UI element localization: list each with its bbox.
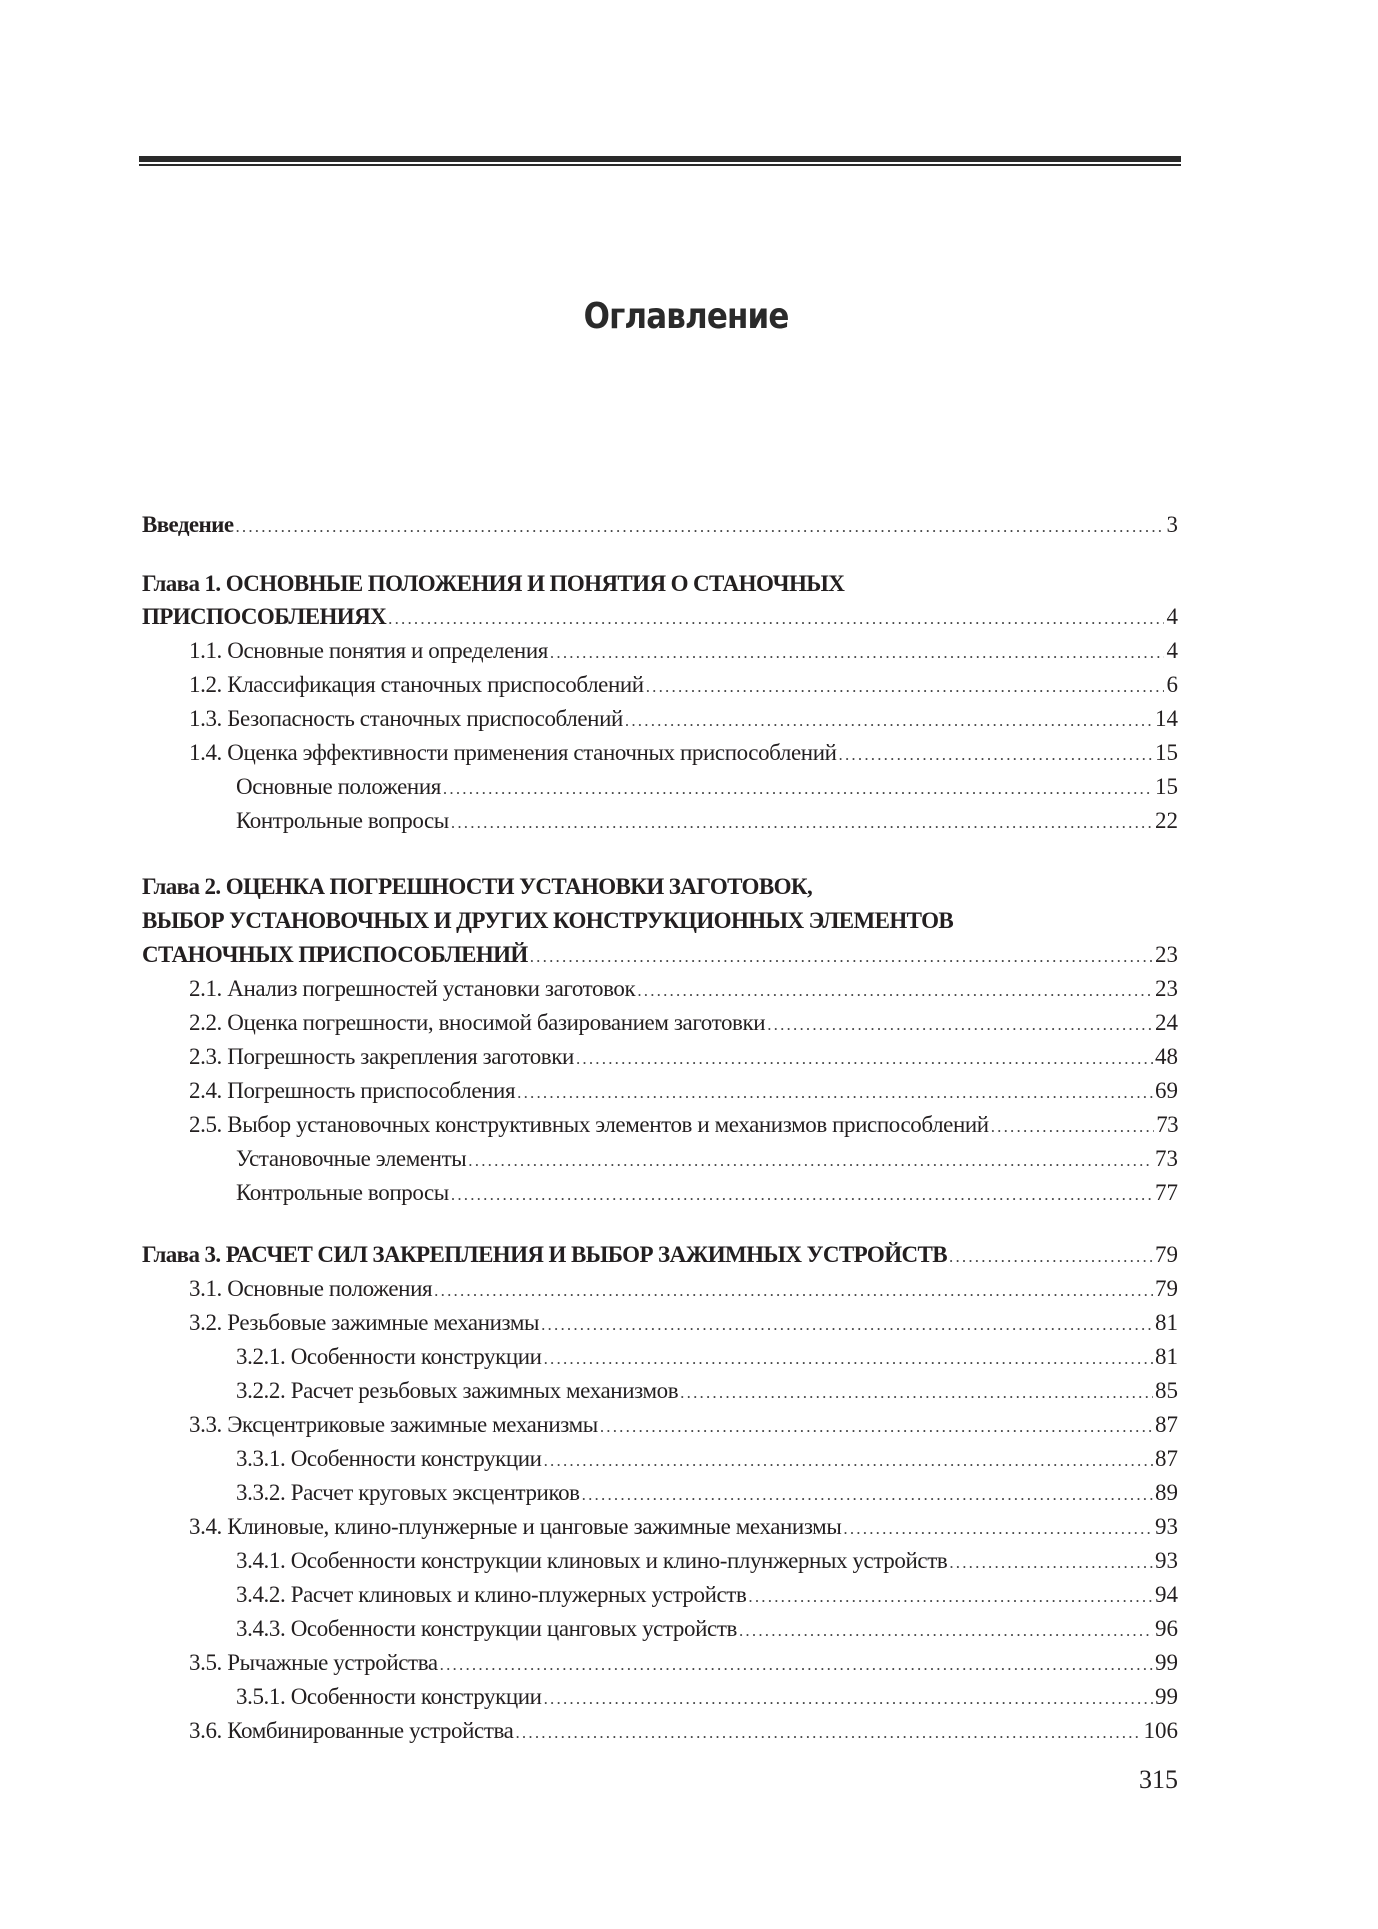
dot-leader bbox=[544, 1342, 1153, 1376]
toc-entry-label: СТАНОЧНЫХ ПРИСПОСОБЛЕНИЙ bbox=[142, 942, 528, 967]
toc-entry-chapter-1[interactable] bbox=[142, 600, 1178, 634]
dot-leader bbox=[550, 636, 1164, 670]
toc-entry[interactable] bbox=[236, 1476, 1178, 1510]
toc-entry-page: 96 bbox=[1155, 1616, 1178, 1641]
toc-entry-page: 106 bbox=[1143, 1718, 1178, 1743]
toc-entry-label: Основные положения bbox=[236, 774, 441, 799]
dot-leader bbox=[451, 1178, 1153, 1212]
toc-entry-page: 73 bbox=[1156, 1112, 1178, 1137]
toc-entry-label: 3.3. Эксцентриковые зажимные механизмы bbox=[189, 1412, 598, 1437]
toc-entry[interactable] bbox=[189, 972, 1178, 1006]
toc-entry-page: 85 bbox=[1155, 1378, 1178, 1403]
toc-entry[interactable] bbox=[189, 702, 1178, 736]
toc-entry-page: 3 bbox=[1166, 512, 1178, 537]
toc-entry[interactable] bbox=[189, 1006, 1178, 1040]
toc-entry-page: 23 bbox=[1155, 976, 1178, 1001]
toc-entry-label: 3.4.3. Особенности конструкции цанговых устройств bbox=[236, 1616, 737, 1641]
toc-entry-page: 79 bbox=[1155, 1242, 1178, 1267]
toc-entry-page: 94 bbox=[1155, 1582, 1178, 1607]
toc-entry-page: 22 bbox=[1155, 808, 1178, 833]
toc-entry-page: 15 bbox=[1155, 740, 1178, 765]
dot-leader bbox=[388, 602, 1164, 636]
toc-entry[interactable] bbox=[189, 1408, 1178, 1442]
toc-entry-chapter-3[interactable] bbox=[142, 1238, 1178, 1272]
toc-entry-label: 3.1. Основные положения bbox=[189, 1276, 433, 1301]
toc-entry-label: 3.5.1. Особенности конструкции bbox=[236, 1684, 542, 1709]
dot-leader bbox=[739, 1614, 1153, 1648]
dot-leader bbox=[767, 1008, 1153, 1042]
toc-entry-label: Контрольные вопросы bbox=[236, 1180, 449, 1205]
chapter-1-heading-line-1[interactable]: Глава 1. ОСНОВНЫЕ ПОЛОЖЕНИЯ И ПОНЯТИЯ О СТАНОЧНЫХ bbox=[142, 571, 845, 596]
toc-entry-page: 73 bbox=[1155, 1146, 1178, 1171]
dot-leader bbox=[625, 704, 1153, 738]
toc-entry-page: 99 bbox=[1155, 1684, 1178, 1709]
toc-entry[interactable] bbox=[236, 1578, 1178, 1612]
toc-entry[interactable] bbox=[236, 1612, 1178, 1646]
toc-entry[interactable] bbox=[236, 804, 1178, 838]
chapter-2-heading-line-1[interactable]: Глава 2. ОЦЕНКА ПОГРЕШНОСТИ УСТАНОВКИ ЗАГОТОВОК, bbox=[142, 874, 813, 899]
toc-entry-label: 1.2. Классификация станочных приспособлений bbox=[189, 672, 644, 697]
dot-leader bbox=[600, 1410, 1153, 1444]
toc-entry-label: 3.2.2. Расчет резьбовых зажимных механизмов bbox=[236, 1378, 679, 1403]
toc-entry[interactable] bbox=[236, 1544, 1178, 1578]
toc-entry-label: 3.3.1. Особенности конструкции bbox=[236, 1446, 542, 1471]
toc-entry[interactable] bbox=[236, 1680, 1178, 1714]
toc-entry-label: 3.2. Резьбовые зажимные механизмы bbox=[189, 1310, 540, 1335]
toc-entry-label: ПРИСПОСОБЛЕНИЯХ bbox=[142, 604, 387, 629]
header-rule-thick bbox=[139, 156, 1181, 162]
toc-entry-label: 3.4.2. Расчет клиновых и клино-плужерных устройств bbox=[236, 1582, 747, 1607]
toc-entry-label: 3.3.2. Расчет круговых эксцентриков bbox=[236, 1480, 580, 1505]
dot-leader bbox=[646, 670, 1164, 704]
toc-entry-label: 3.6. Комбинированные устройства bbox=[189, 1718, 514, 1743]
dot-leader bbox=[748, 1580, 1153, 1614]
toc-entry[interactable] bbox=[189, 634, 1178, 668]
toc-entry[interactable] bbox=[189, 1108, 1178, 1142]
dot-leader bbox=[235, 510, 1164, 544]
dot-leader bbox=[637, 974, 1153, 1008]
toc-entry[interactable] bbox=[189, 1714, 1178, 1748]
dot-leader bbox=[443, 772, 1153, 806]
toc-entry-label: 3.4.1. Особенности конструкции клиновых и клино-плунжерных устройств bbox=[236, 1548, 948, 1573]
toc-entry-page: 93 bbox=[1155, 1548, 1178, 1573]
header-rule-thin bbox=[139, 164, 1181, 166]
page-title: Оглавление bbox=[583, 296, 789, 337]
toc-entry[interactable] bbox=[189, 668, 1178, 702]
toc-entry-intro[interactable] bbox=[142, 508, 1178, 542]
dot-leader bbox=[991, 1110, 1154, 1144]
toc-entry-page: 4 bbox=[1166, 604, 1178, 629]
dot-leader bbox=[949, 1546, 1153, 1580]
dot-leader bbox=[544, 1444, 1153, 1478]
toc-entry-label: 3.2.1. Особенности конструкции bbox=[236, 1344, 542, 1369]
dot-leader bbox=[541, 1308, 1153, 1342]
toc-entry-page: 89 bbox=[1155, 1480, 1178, 1505]
toc-entry[interactable] bbox=[189, 1306, 1178, 1340]
toc-entry[interactable] bbox=[189, 736, 1178, 770]
toc-entry-page: 87 bbox=[1155, 1412, 1178, 1437]
toc-entry-label: 3.4. Клиновые, клино-плунжерные и цанговые зажимные механизмы bbox=[189, 1514, 842, 1539]
toc-entry-label: Контрольные вопросы bbox=[236, 808, 449, 833]
toc-entry[interactable] bbox=[189, 1510, 1178, 1544]
toc-entry-label: Глава 3. РАСЧЕТ СИЛ ЗАКРЕПЛЕНИЯ И ВЫБОР ЗАЖИМНЫХ УСТРОЙСТВ bbox=[142, 1242, 947, 1267]
toc-entry-page: 93 bbox=[1155, 1514, 1178, 1539]
toc-entry[interactable] bbox=[236, 1374, 1178, 1408]
toc-entry[interactable] bbox=[236, 1340, 1178, 1374]
page-number: 315 bbox=[1139, 1765, 1178, 1794]
toc-entry[interactable] bbox=[236, 1442, 1178, 1476]
toc-entry-label: 2.1. Анализ погрешностей установки заготовок bbox=[189, 976, 636, 1001]
toc-entry-page: 81 bbox=[1155, 1310, 1178, 1335]
toc-entry[interactable] bbox=[236, 1142, 1178, 1176]
toc-entry[interactable] bbox=[189, 1074, 1178, 1108]
toc-entry-label: 1.1. Основные понятия и определения bbox=[189, 638, 548, 663]
toc-entry-page: 79 bbox=[1155, 1276, 1178, 1301]
dot-leader bbox=[440, 1648, 1153, 1682]
toc-entry-page: 6 bbox=[1166, 672, 1178, 697]
dot-leader bbox=[949, 1240, 1153, 1274]
dot-leader bbox=[515, 1716, 1141, 1750]
dot-leader bbox=[843, 1512, 1153, 1546]
toc-entry-label: 2.5. Выбор установочных конструктивных элементов и механизмов приспособлений bbox=[189, 1112, 989, 1137]
toc-entry-label: 2.3. Погрешность закрепления заготовки bbox=[189, 1044, 574, 1069]
toc-entry-page: 87 bbox=[1155, 1446, 1178, 1471]
toc-entry-label: Установочные элементы bbox=[236, 1146, 467, 1171]
toc-entry-label: 1.3. Безопасность станочных приспособлений bbox=[189, 706, 623, 731]
toc-entry[interactable] bbox=[189, 1040, 1178, 1074]
dot-leader bbox=[576, 1042, 1153, 1076]
dot-leader bbox=[839, 738, 1153, 772]
dot-leader bbox=[544, 1682, 1153, 1716]
toc-entry[interactable] bbox=[189, 1272, 1178, 1306]
toc-entry-label: 2.2. Оценка погрешности, вносимой базированием заготовки bbox=[189, 1010, 766, 1035]
dot-leader bbox=[517, 1076, 1153, 1110]
dot-leader bbox=[434, 1274, 1153, 1308]
toc-entry-page: 48 bbox=[1155, 1044, 1178, 1069]
toc-entry-page: 23 bbox=[1155, 942, 1178, 967]
dot-leader bbox=[582, 1478, 1153, 1512]
toc-entry-label: 2.4. Погрешность приспособления bbox=[189, 1078, 516, 1103]
toc-entry-label: 1.4. Оценка эффективности применения станочных приспособлений bbox=[189, 740, 837, 765]
toc-entry-page: 81 bbox=[1155, 1344, 1178, 1369]
dot-leader bbox=[468, 1144, 1153, 1178]
toc-entry-page: 14 bbox=[1155, 706, 1178, 731]
toc-entry-page: 15 bbox=[1155, 774, 1178, 799]
toc-entry-page: 77 bbox=[1155, 1180, 1178, 1205]
toc-entry-label: 3.5. Рычажные устройства bbox=[189, 1650, 438, 1675]
toc-entry[interactable] bbox=[189, 1646, 1178, 1680]
toc-entry[interactable] bbox=[236, 770, 1178, 804]
toc-entry-page: 69 bbox=[1155, 1078, 1178, 1103]
dot-leader bbox=[680, 1376, 1153, 1410]
toc-entry-chapter-2[interactable] bbox=[142, 938, 1178, 972]
dot-leader bbox=[451, 806, 1153, 840]
toc-entry-page: 99 bbox=[1155, 1650, 1178, 1675]
toc-entry[interactable] bbox=[236, 1176, 1178, 1210]
dot-leader bbox=[530, 940, 1153, 974]
toc-entry-page: 24 bbox=[1155, 1010, 1178, 1035]
chapter-2-heading-line-2[interactable]: ВЫБОР УСТАНОВОЧНЫХ И ДРУГИХ КОНСТРУКЦИОННЫХ ЭЛЕМЕНТОВ bbox=[142, 908, 954, 933]
toc-entry-label: Введение bbox=[142, 512, 234, 537]
toc-entry-page: 4 bbox=[1166, 638, 1178, 663]
